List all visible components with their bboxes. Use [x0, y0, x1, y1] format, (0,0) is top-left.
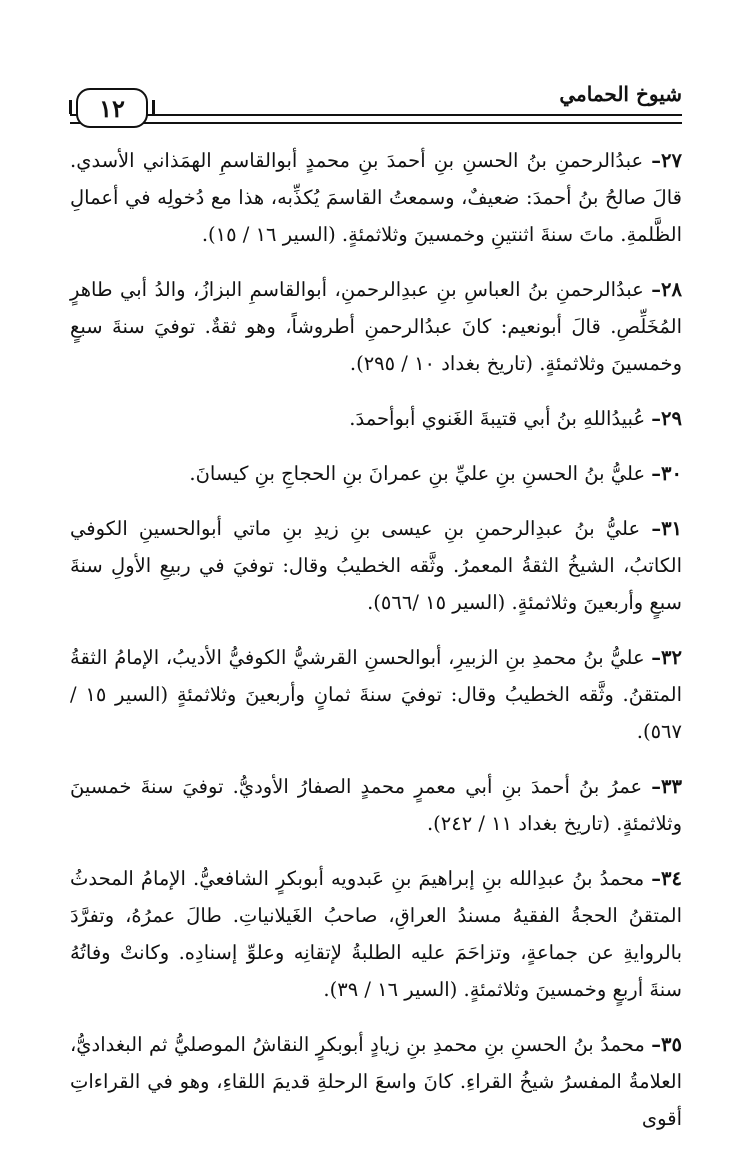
entry-text: عليُّ بنُ عبدِالرحمنِ بنِ عيسى بنِ زيدِ بنِ ماتي أبوالحسينِ الكوفي الكاتبُ، الشيخُ الثقةُ المعمرُ. وثَّقه الخطيبُ وقال: توفيَ في ربيعِ الأولِ سنةَ سبعٍ وأربعينَ وثلاثمئةٍ. (السير ١٥ /٥٦٦). — [70, 517, 682, 614]
entry-text: عليُّ بنُ محمدِ بنِ الزبيرِ، أبوالحسنِ القرشيُّ الكوفيُّ الأديبُ، الإمامُ الثقةُ المتقنُ. وثَّقه الخطيبُ وقال: توفيَ سنةَ ثمانٍ وأربعينَ وثلاثمئةٍ (السير ١٥ / ٥٦٧). — [70, 646, 682, 743]
entry-number: ٣٤– — [651, 867, 682, 890]
entry-number: ٣٣– — [651, 775, 682, 798]
entry-number: ٣٢– — [651, 646, 682, 669]
entry-number: ٣١– — [651, 517, 683, 540]
entry-number: ٢٧– — [651, 149, 682, 172]
entry-number: ٢٩– — [651, 407, 682, 430]
page-number: ١٢ — [76, 88, 148, 128]
page-header — [70, 84, 682, 130]
running-title: شيوخ الحمامي — [559, 82, 682, 106]
entry-number: ٣٠– — [651, 462, 682, 485]
entry-35 — [70, 1026, 682, 1137]
entry-34 — [70, 860, 682, 1008]
entry-text: محمدُ بنُ الحسنِ بنِ محمدِ بنِ زيادٍ أبوبكرٍ النقاشُ الموصليُّ ثم البغداديُّ، العلامةُ المفسرُ شيخُ القراءِ. كانَ واسعَ الرحلةِ قديمَ اللقاءِ، وهو في القراءاتِ أقوى — [70, 1033, 682, 1130]
entry-29 — [70, 400, 682, 437]
entry-text: عليُّ بنُ الحسنِ بنِ عليِّ بنِ عمرانَ بنِ الحجاجِ بنِ كيسانَ. — [189, 462, 646, 485]
entry-27 — [70, 142, 682, 253]
header-rule — [70, 114, 682, 124]
entry-30 — [70, 455, 682, 492]
entry-text: محمدُ بنُ عبدِالله بنِ إبراهيمَ بنِ عَبدويه أبوبكرٍ الشافعيُّ. الإمامُ المحدثُ المتقنُ الحجةُ الفقيهُ مسندُ العراقِ، صاحبُ الغَيلانياتِ. طالَ عمرُهُ، وتفرَّدَ بالروايةِ عن جماعةٍ، وتزاحَمَ عليه الطلبةُ لإتقانِه وعلوِّ إسنادِه. وكانتْ وفاتُهُ سنةَ أربعٍ وخمسينَ وثلاثمئةٍ. (السير ١٦ / ٣٩). — [70, 867, 682, 1001]
entries-list — [70, 142, 682, 1155]
entry-28 — [70, 271, 682, 382]
entry-text: عبدُالرحمنِ بنُ العباسِ بنِ عبدِالرحمنِ، أبوالقاسمِ البزازُ، والدُ أبي طاهرٍ المُخَلِّصِ. قالَ أبونعيم: كانَ عبدُالرحمنِ أطروشاً، وهو ثقةٌ. توفيَ سنةَ سبعٍ وخمسينَ وثلاثمئةٍ. (تاريخ بغداد ١٠ / ٢٩٥). — [70, 278, 682, 375]
entry-text: عُبيدُاللهِ بنُ أبي قتيبةَ الغَنوي أبوأحمدَ. — [349, 407, 646, 430]
entry-text: عمرُ بنُ أحمدَ بنِ أبي معمرٍ محمدٍ الصفارُ الأوديُّ. توفيَ سنةَ خمسينَ وثلاثمئةٍ. (تاريخ بغداد ١١ / ٢٤٢). — [70, 775, 682, 835]
entry-31 — [70, 510, 682, 621]
entry-number: ٢٨– — [651, 278, 682, 301]
entry-number: ٣٥– — [651, 1033, 682, 1056]
entry-text: عبدُالرحمنِ بنُ الحسنِ بنِ أحمدَ بنِ محمدٍ أبوالقاسمِ الهمَذاني الأسدي. قالَ صالحُ بنُ أحمدَ: ضعيفٌ، وسمعتُ القاسمَ يُكذِّبه، هذا مع دُخولِه في أعمالِ الظَّلمةِ. ماتَ سنةَ اثنتينِ وخمسينَ وثلاثمئةٍ. (السير ١٦ / ١٥). — [70, 149, 682, 246]
entry-33 — [70, 768, 682, 842]
entry-32 — [70, 639, 682, 750]
